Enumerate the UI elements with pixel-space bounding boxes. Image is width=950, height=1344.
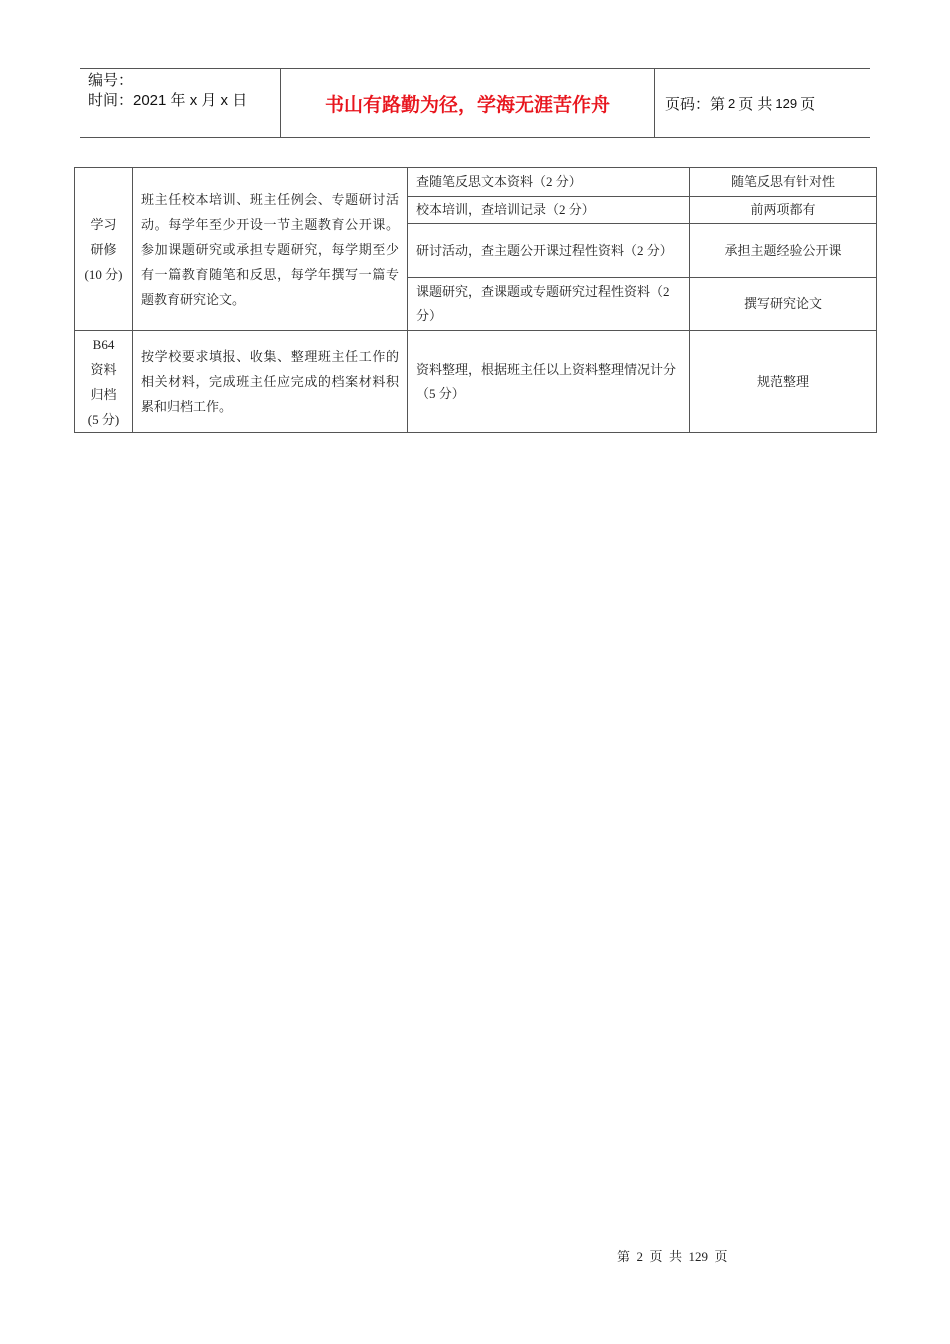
header-page-mid: 页 共 [738, 95, 773, 113]
requirement-cell: 按学校要求填报、收集、整理班主任工作的相关材料，完成班主任应完成的档案材料积累和归档工作。 [133, 331, 408, 433]
check-item: 资料整理，根据班主任以上资料整理情况计分（5 分） [408, 331, 690, 433]
standard-item: 规范整理 [690, 331, 877, 433]
category-code: B64 [92, 336, 115, 352]
header-date: 时间：2021 年 x 月 x 日 [88, 92, 248, 109]
check-item: 课题研究，查课题或专题研究过程性资料（2 分） [408, 278, 690, 331]
check-item: 查随笔反思文本资料（2 分） [408, 168, 690, 197]
standard-item: 随笔反思有针对性 [690, 168, 877, 197]
header-serial-label: 编号： [88, 72, 134, 89]
table-row [75, 331, 877, 433]
header-page-info [655, 69, 870, 137]
category-score: (5 分) [87, 411, 120, 427]
header-motto: 书山有路勤为径，学海无涯苦作舟 [281, 69, 655, 137]
evaluation-table [74, 167, 877, 433]
standard-item: 前两项都有 [690, 197, 877, 224]
category-name: 学习 [90, 216, 117, 232]
category-cell-study [75, 168, 133, 331]
standard-item: 承担主题经验公开课 [690, 224, 877, 278]
header-page-prefix: 页码：第 [665, 95, 726, 113]
category-cell-archive [75, 331, 133, 433]
page-header [80, 68, 870, 138]
category-name: 研修 [90, 241, 117, 257]
category-score: (10 分) [84, 266, 123, 282]
table-row [75, 168, 877, 197]
requirement-cell: 班主任校本培训、班主任例会、专题研讨活动。每学年至少开设一节主题教育公开课。参加课题研究或承担专题研究，每学期至少有一篇教育随笔和反思，每学年撰写一篇专题教育研究论文。 [133, 168, 408, 331]
category-name: 归档 [90, 386, 117, 402]
check-item: 研讨活动，查主题公开课过程性资料（2 分） [408, 224, 690, 278]
header-page-total: 129 [775, 95, 798, 111]
header-page-number: 2 [728, 95, 736, 111]
header-page-suffix: 页 [800, 95, 816, 113]
check-item: 校本培训，查培训记录（2 分） [408, 197, 690, 224]
header-meta [80, 69, 281, 137]
category-name: 资料 [90, 361, 117, 377]
page-footer: 第 2 页 共 129 页 [617, 1249, 728, 1264]
standard-item: 撰写研究论文 [690, 278, 877, 331]
